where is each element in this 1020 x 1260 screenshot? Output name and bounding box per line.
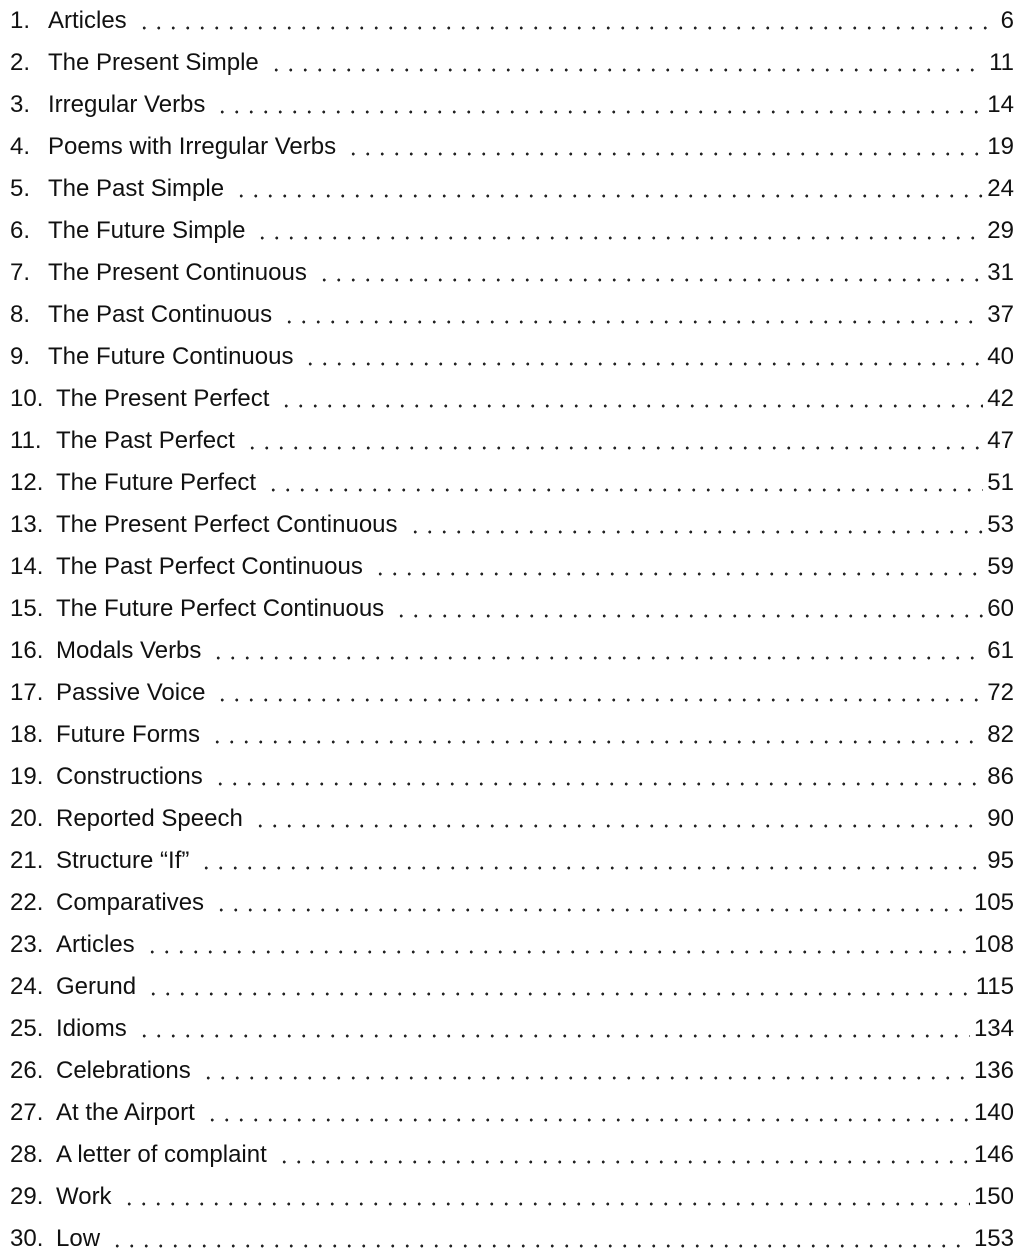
toc-dot-leader — [317, 278, 983, 282]
toc-entry-title: The Present Perfect — [56, 385, 270, 412]
toc-entry-page-number: 47 — [987, 427, 1014, 454]
toc-entry-number: 8. — [10, 301, 31, 328]
toc-entry-title: The Future Simple — [48, 217, 246, 244]
toc-entry-number: 13. — [10, 511, 44, 538]
toc-entry-page-number: 105 — [973, 889, 1014, 916]
toc-entry-page-number: 19 — [987, 133, 1014, 160]
toc-entry-page-number: 115 — [975, 973, 1014, 1000]
toc-entry-page-number: 42 — [987, 385, 1014, 412]
toc-entry[interactable] — [10, 756, 1014, 798]
toc-entry[interactable] — [10, 252, 1014, 294]
toc-dot-leader — [122, 1202, 970, 1206]
toc-entry-number: 23. — [10, 931, 44, 958]
toc-entry[interactable] — [10, 126, 1014, 168]
toc-entry[interactable] — [10, 168, 1014, 210]
toc-dot-leader — [215, 110, 983, 114]
toc-entry[interactable] — [10, 966, 1014, 1008]
toc-dot-leader — [210, 740, 983, 744]
toc-entry-page-number: 37 — [987, 301, 1014, 328]
toc-dot-leader — [146, 992, 972, 996]
toc-entry-number: 16. — [10, 637, 44, 664]
toc-entry[interactable] — [10, 798, 1014, 840]
toc-entry[interactable] — [10, 1008, 1014, 1050]
toc-dot-leader — [282, 320, 983, 324]
toc-entry-page-number: 6 — [1000, 7, 1014, 34]
toc-entry-number: 3. — [10, 91, 31, 118]
toc-entry-page-number: 90 — [987, 805, 1014, 832]
toc-entry-page-number: 31 — [987, 259, 1014, 286]
toc-dot-leader — [279, 404, 983, 408]
toc-entry-page-number: 108 — [973, 931, 1014, 958]
toc-dot-leader — [394, 614, 983, 618]
toc-entry-number: 30. — [10, 1225, 44, 1252]
toc-entry-page-number: 72 — [987, 679, 1014, 706]
toc-dot-leader — [137, 1034, 970, 1038]
toc-entry-title: Articles — [48, 7, 127, 34]
toc-entry-number: 9. — [10, 343, 31, 370]
toc-entry[interactable] — [10, 294, 1014, 336]
toc-entry-title: Idioms — [56, 1015, 127, 1042]
toc-entry-title: The Present Perfect Continuous — [56, 511, 398, 538]
toc-entry-title: Passive Voice — [56, 679, 206, 706]
toc-entry-number: 1. — [10, 7, 31, 34]
toc-entry-page-number: 95 — [987, 847, 1014, 874]
toc-dot-leader — [277, 1160, 970, 1164]
toc-dot-leader — [199, 866, 983, 870]
toc-dot-leader — [137, 26, 997, 30]
toc-entry-number: 10. — [10, 385, 44, 412]
toc-entry-title: Gerund — [56, 973, 137, 1000]
toc-entry-title: The Present Continuous — [48, 259, 307, 286]
toc-entry[interactable] — [10, 882, 1014, 924]
toc-entry-number: 27. — [10, 1099, 44, 1126]
toc-entry-number: 15. — [10, 595, 44, 622]
toc-entry-page-number: 140 — [973, 1099, 1014, 1126]
toc-entry[interactable] — [10, 840, 1014, 882]
toc-dot-leader — [255, 236, 983, 240]
toc-dot-leader — [205, 1118, 970, 1122]
toc-entry[interactable] — [10, 42, 1014, 84]
toc-entry-title: The Past Simple — [48, 175, 225, 202]
toc-dot-leader — [145, 950, 970, 954]
toc-entry-title: Constructions — [56, 763, 203, 790]
toc-entry-number: 11. — [10, 427, 42, 454]
toc-entry-number: 17. — [10, 679, 44, 706]
toc-dot-leader — [211, 656, 983, 660]
toc-entry[interactable] — [10, 0, 1014, 42]
toc-entry-page-number: 24 — [987, 175, 1014, 202]
toc-entry-title: Modals Verbs — [56, 637, 202, 664]
toc-dot-leader — [346, 152, 983, 156]
toc-entry[interactable] — [10, 588, 1014, 630]
toc-dot-leader — [215, 698, 983, 702]
toc-entry-page-number: 82 — [987, 721, 1014, 748]
toc-dot-leader — [245, 446, 984, 450]
toc-dot-leader — [253, 824, 984, 828]
toc-entry-page-number: 14 — [987, 91, 1014, 118]
toc-entry[interactable] — [10, 378, 1014, 420]
toc-entry-page-number: 29 — [987, 217, 1014, 244]
toc-entry-title: The Future Perfect — [56, 469, 257, 496]
toc-dot-leader — [234, 194, 983, 198]
toc-entry-number: 18. — [10, 721, 44, 748]
toc-entry-number: 29. — [10, 1183, 44, 1210]
toc-entry-number: 7. — [10, 259, 31, 286]
toc-entry-title: Structure “If” — [56, 847, 190, 874]
toc-entry[interactable] — [10, 462, 1014, 504]
toc-entry-title: The Future Continuous — [48, 343, 294, 370]
toc-entry[interactable] — [10, 714, 1014, 756]
toc-entry-page-number: 86 — [987, 763, 1014, 790]
toc-entry-title: The Past Continuous — [48, 301, 273, 328]
toc-entry-title: At the Airport — [56, 1099, 195, 1126]
toc-dot-leader — [373, 572, 983, 576]
toc-entry-number: 12. — [10, 469, 44, 496]
toc-entry[interactable] — [10, 336, 1014, 378]
toc-entry[interactable] — [10, 420, 1014, 462]
toc-entry-page-number: 40 — [987, 343, 1014, 370]
toc-entry[interactable] — [10, 672, 1014, 714]
toc-entry[interactable] — [10, 924, 1014, 966]
toc-entry-title: The Future Perfect Continuous — [56, 595, 385, 622]
toc-entry-number: 25. — [10, 1015, 44, 1042]
toc-entry-title: Celebrations — [56, 1057, 191, 1084]
toc-entry-page-number: 150 — [973, 1183, 1014, 1210]
toc-entry-number: 5. — [10, 175, 31, 202]
toc-dot-leader — [269, 68, 985, 72]
toc-entry[interactable] — [10, 1176, 1014, 1218]
toc-entry[interactable] — [10, 1092, 1014, 1134]
toc-dot-leader — [201, 1076, 970, 1080]
toc-entry-title: The Past Perfect — [56, 427, 235, 454]
toc-entry-number: 20. — [10, 805, 44, 832]
toc-entry-page-number: 153 — [973, 1225, 1014, 1252]
toc-entry[interactable] — [10, 504, 1014, 546]
toc-dot-leader — [213, 782, 984, 786]
toc-entry[interactable] — [10, 630, 1014, 672]
toc-entry[interactable] — [10, 210, 1014, 252]
toc-entry-number: 21. — [10, 847, 44, 874]
toc-entry-number: 2. — [10, 49, 31, 76]
toc-entry-title: A letter of complaint — [56, 1141, 267, 1168]
toc-entry-page-number: 134 — [973, 1015, 1014, 1042]
toc-entry-number: 26. — [10, 1057, 44, 1084]
toc-dot-leader — [266, 488, 983, 492]
toc-entry-number: 19. — [10, 763, 44, 790]
toc-entry-page-number: 61 — [987, 637, 1014, 664]
toc-entry-number: 14. — [10, 553, 44, 580]
toc-dot-leader — [408, 530, 984, 534]
toc-entry-page-number: 53 — [987, 511, 1014, 538]
toc-entry[interactable] — [10, 546, 1014, 588]
toc-entry-title: Future Forms — [56, 721, 201, 748]
toc-entry-title: Articles — [56, 931, 135, 958]
toc-entry-number: 4. — [10, 133, 31, 160]
toc-entry-number: 28. — [10, 1141, 44, 1168]
toc-dot-leader — [110, 1244, 970, 1248]
toc-entry-number: 24. — [10, 973, 44, 1000]
toc-entry-page-number: 51 — [987, 469, 1014, 496]
toc-entry-title: Low — [56, 1225, 101, 1252]
toc-entry-number: 22. — [10, 889, 44, 916]
toc-entry-title: Work — [56, 1183, 112, 1210]
toc-entry-number: 6. — [10, 217, 31, 244]
toc-entry-title: Irregular Verbs — [48, 91, 206, 118]
toc-entry-title: The Present Simple — [48, 49, 259, 76]
toc-entry-title: Poems with Irregular Verbs — [48, 133, 337, 160]
toc-dot-leader — [214, 908, 970, 912]
toc-entry[interactable] — [10, 1134, 1014, 1176]
toc-entry-page-number: 59 — [987, 553, 1014, 580]
toc-entry-page-number: 136 — [973, 1057, 1014, 1084]
toc-entry-page-number: 60 — [987, 595, 1014, 622]
toc-dot-leader — [303, 362, 983, 366]
toc-entry-title: The Past Perfect Continuous — [56, 553, 363, 580]
toc-entry[interactable] — [10, 1050, 1014, 1092]
toc-entry-title: Comparatives — [56, 889, 205, 916]
toc-entry[interactable] — [10, 84, 1014, 126]
toc-entry-title: Reported Speech — [56, 805, 243, 832]
toc-entry-page-number: 11 — [989, 49, 1014, 76]
toc-entry-page-number: 146 — [973, 1141, 1014, 1168]
